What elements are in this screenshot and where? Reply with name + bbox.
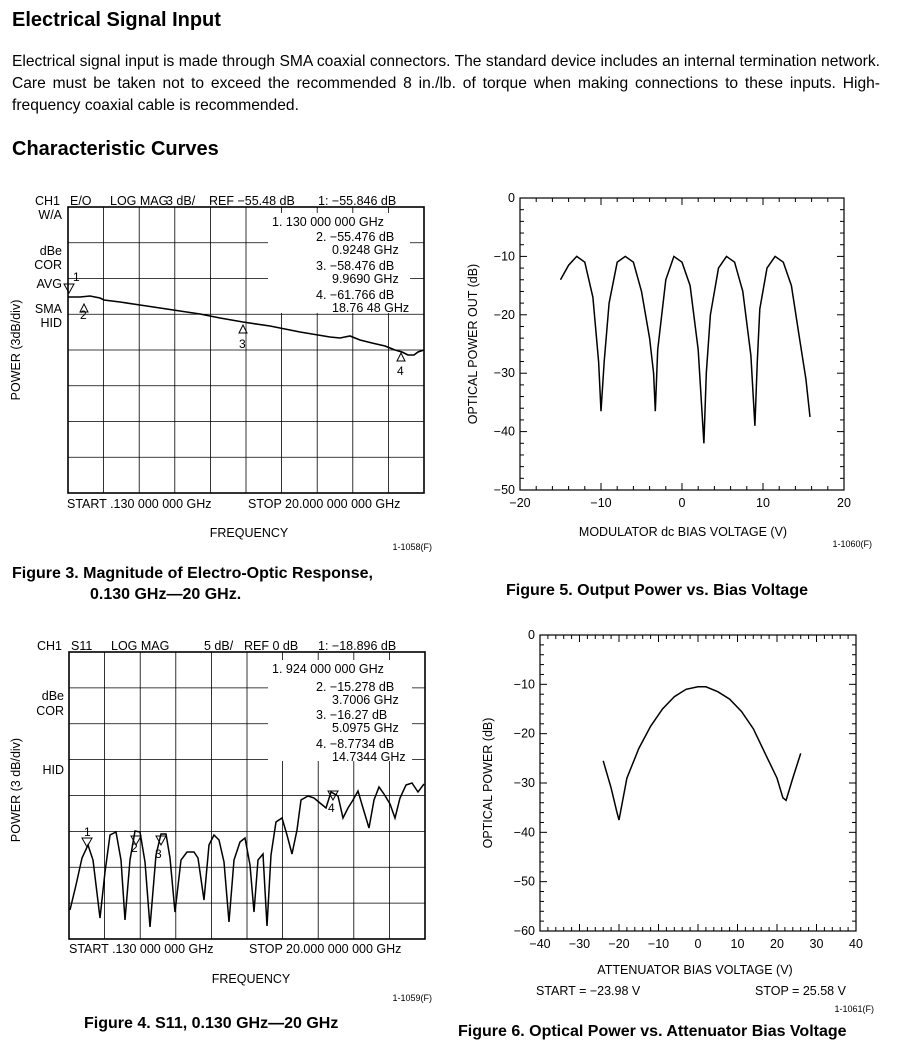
fig3-marker-label: 4: [397, 364, 404, 378]
fig5-y-tick-label: −20: [493, 307, 515, 322]
fig3-marker-label: 1: [73, 270, 80, 284]
fig5-x-tick-label: −10: [590, 496, 612, 510]
fig5-x-tick-label: −20: [509, 496, 531, 510]
fig4-mode: LOG MAG: [111, 639, 170, 653]
fig4-marker-label: 4: [328, 801, 335, 815]
fig6-y-tick-label: −50: [513, 874, 535, 889]
fig3-readout: 4. −61.766 dB: [316, 288, 395, 302]
fig6-start-label: START = −23.98 V: [536, 984, 641, 998]
fig6-series-line: [603, 687, 801, 820]
fig4-marker-value: 1: −18.896 dB: [318, 639, 397, 653]
fig4-readout: 5.0975 GHz: [332, 721, 399, 735]
fig3-side-label: SMA: [34, 302, 62, 316]
fig6-y-tick-label: −60: [513, 924, 535, 938]
fig5-x-axis-label: MODULATOR dc BIAS VOLTAGE (V): [578, 525, 788, 539]
fig5-x-tick-label: 10: [756, 496, 770, 510]
fig4-readout: 2. −15.278 dB: [316, 680, 395, 694]
fig4-side-label: HID: [42, 763, 64, 777]
figure-3-caption-line2: 0.130 GHz—20 GHz.: [90, 586, 242, 603]
fig3-x-axis-label: FREQUENCY: [209, 526, 289, 540]
fig3-ref-code: 1-1058(F): [392, 542, 432, 552]
fig3-marker-label: 2: [80, 308, 87, 322]
section-heading-electrical-signal-input: Electrical Signal Input: [12, 9, 221, 31]
fig6-x-tick-label: −30: [568, 937, 591, 951]
fig5-x-tick-label: 0: [678, 496, 686, 510]
fig5-y-tick-label: −50: [493, 483, 515, 497]
fig4-x-axis-label: FREQUENCY: [211, 972, 291, 986]
fig6-y-tick-label: −40: [513, 825, 535, 840]
figure-4-analyzer-plot: [0, 632, 440, 1002]
fig6-x-tick-label: 30: [809, 937, 824, 951]
fig4-readout: 3. −16.27 dB: [316, 708, 388, 722]
fig4-start-label: START .130 000 000 GHz: [69, 942, 214, 956]
fig3-side-label: COR: [34, 258, 62, 272]
fig4-ref-code: 1-1059(F): [392, 993, 432, 1003]
fig4-ref: REF 0 dB: [244, 639, 299, 653]
fig5-y-tick-label: −40: [493, 424, 515, 439]
fig5-y-tick-label: −30: [493, 366, 515, 381]
fig4-marker-label: 3: [155, 847, 162, 861]
fig3-param: E/O: [70, 194, 92, 208]
fig3-marker-readouts: [268, 213, 410, 315]
fig6-x-tick-label: −40: [529, 937, 551, 951]
fig3-readout: 9.9690 GHz: [332, 272, 399, 286]
figure-4-caption: Figure 4. S11, 0.130 GHz—20 GHz: [84, 1015, 339, 1032]
fig4-readout: 3.7006 GHz: [332, 693, 399, 707]
fig3-marker-value: 1: −55.846 dB: [318, 194, 397, 208]
fig6-x-tick-label: 20: [770, 937, 784, 951]
fig3-marker-1-icon: [64, 284, 74, 293]
fig3-readout: 18.76 48 GHz: [332, 301, 410, 315]
fig3-readout: 1. 130 000 000 GHz: [272, 215, 384, 229]
fig6-y-axis-label: OPTICAL POWER (dB): [481, 717, 495, 849]
fig3-readout: 3. −58.476 dB: [316, 259, 395, 273]
fig3-side-label: W/A: [38, 208, 62, 222]
fig6-y-tick-label: −20: [513, 726, 535, 741]
fig6-x-axis-label: ATTENUATOR BIAS VOLTAGE (V): [597, 963, 793, 977]
fig4-marker-readouts: [268, 660, 412, 764]
fig4-param: S11: [71, 639, 93, 653]
fig3-y-axis-label: POWER (3dB/div): [9, 299, 23, 401]
fig4-marker-label: 1: [84, 825, 91, 839]
fig5-y-tick-label: 0: [508, 191, 515, 205]
fig4-header: [37, 639, 396, 653]
figure-3-caption-line1: Figure 3. Magnitude of Electro-Optic Response,: [12, 565, 373, 582]
fig6-y-tick-label: −30: [513, 776, 535, 790]
fig4-side-label: dBe: [41, 689, 64, 703]
fig6-x-tick-label: 0: [694, 937, 702, 951]
fig6-ticks: [540, 635, 856, 931]
figure-3-analyzer-plot: [0, 190, 440, 550]
fig3-mode: LOG MAG: [110, 194, 169, 208]
section-paragraph: Electrical signal input is made through SMA coaxial connectors. The standard device includes an internal termination network. Care must be taken not to exceed the recommended 8 in./lb. of torque when making connections to these inputs. High-frequency coaxial cable is recommended.: [12, 53, 880, 114]
fig3-start-label: START .130 000 000 GHz: [67, 497, 212, 511]
fig4-stop-label: STOP 20.000 000 000 GHz: [249, 942, 402, 956]
fig4-readout: 14.7344 GHz: [332, 750, 406, 764]
fig4-readout: 1. 924 000 000 GHz: [272, 662, 384, 676]
fig4-side-label: COR: [36, 704, 64, 718]
fig3-marker-label: 3: [239, 337, 246, 351]
fig3-marker-4-icon: [397, 353, 405, 361]
fig3-ref: REF −55.48 dB: [209, 194, 295, 208]
fig6-y-tick-label: 0: [528, 628, 535, 642]
fig4-scale: 5 dB/: [204, 639, 234, 653]
figure-5-caption: Figure 5. Output Power vs. Bias Voltage: [506, 582, 808, 599]
figure-6-line-chart: [460, 625, 900, 1015]
figure-5-line-chart: [460, 190, 900, 550]
fig4-marker-label: 2: [131, 841, 138, 855]
fig6-stop-label: STOP = 25.58 V: [755, 984, 846, 998]
fig5-ref-code: 1-1060(F): [832, 539, 872, 549]
fig5-ticks: [520, 198, 844, 490]
fig5-tick-labels: [494, 191, 851, 510]
fig5-x-tick-label: 20: [837, 496, 851, 510]
fig6-y-tick-label: −10: [513, 677, 535, 692]
fig5-series-line: [561, 256, 811, 443]
fig4-marker-3-icon: [156, 836, 166, 845]
fig6-x-tick-label: −10: [647, 937, 670, 951]
fig6-plot-frame: [540, 635, 856, 931]
fig5-y-axis-label: OPTICAL POWER OUT (dB): [466, 263, 480, 425]
fig5-y-tick-label: −10: [493, 249, 515, 264]
section-heading-characteristic-curves: Characteristic Curves: [12, 138, 219, 160]
fig3-side-label: HID: [40, 316, 62, 330]
fig3-readout: 0.9248 GHz: [332, 243, 399, 257]
fig6-tick-labels: [514, 628, 863, 951]
fig6-x-tick-label: 40: [849, 937, 863, 951]
fig3-side-label: dBe: [39, 244, 62, 258]
fig3-header: [35, 194, 396, 208]
fig6-x-tick-label: −20: [608, 937, 630, 951]
fig3-scale: 3 dB/: [166, 194, 196, 208]
fig5-plot-frame: [520, 198, 844, 490]
fig3-readout: 2. −55.476 dB: [316, 230, 395, 244]
fig4-marker-triangles: [82, 791, 338, 847]
fig4-readout: 4. −8.7734 dB: [316, 737, 395, 751]
figure-6-caption: Figure 6. Optical Power vs. Attenuator Bias Voltage: [458, 1023, 847, 1040]
fig4-channel: CH1: [37, 639, 63, 653]
fig6-ref-code: 1-1061(F): [834, 1004, 874, 1014]
fig3-channel: CH1: [35, 194, 61, 208]
fig4-side-labels: [36, 689, 64, 777]
fig3-side-label: AVG: [36, 277, 62, 291]
fig3-stop-label: STOP 20.000 000 000 GHz: [248, 497, 401, 511]
fig4-y-axis-label: POWER (3 dB/div): [9, 737, 23, 843]
fig3-side-labels: [34, 208, 62, 330]
fig6-x-tick-label: 10: [730, 937, 745, 951]
